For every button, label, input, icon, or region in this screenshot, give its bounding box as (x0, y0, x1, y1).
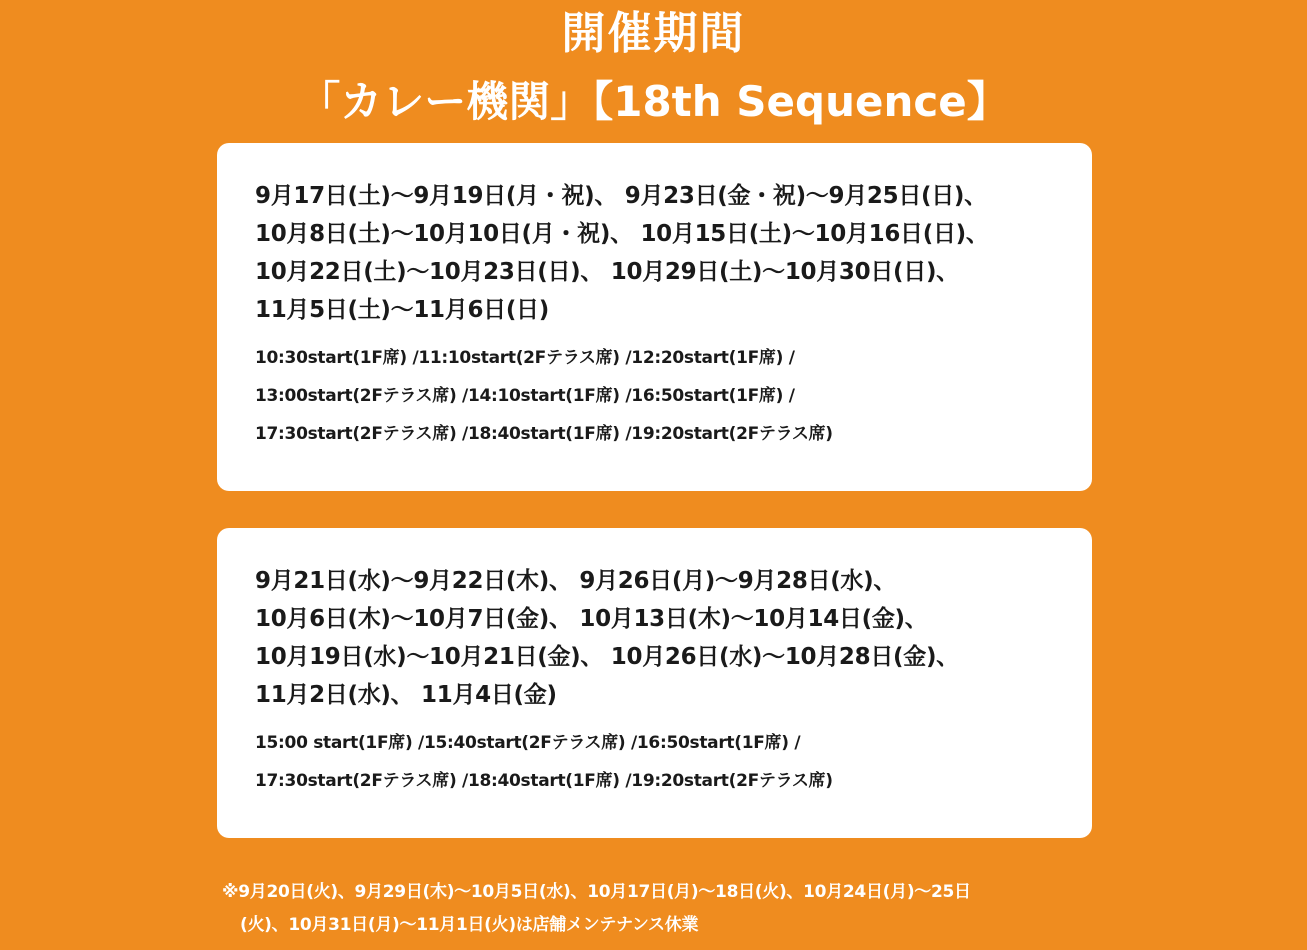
date-line: 10月6日(木)〜10月7日(金)、 10月13日(木)〜10月14日(金)、 (255, 606, 928, 632)
date-line: 11月2日(水)、 11月4日(金) (255, 682, 557, 708)
time-slot-line: 10:30start(1F席) /11:10start(2Fテラス席) /12:20start(1F席) / (255, 348, 795, 368)
date-line: 10月8日(土)〜10月10日(月・祝)、 10月15日(土)〜10月16日(日)、 (255, 221, 989, 247)
time-slot-line: 17:30start(2Fテラス席) /18:40start(1F席) /19:20start(2Fテラス席) (255, 424, 833, 444)
date-line: 11月5日(土)〜11月6日(日) (255, 297, 549, 323)
schedule-card-weekend (217, 143, 1092, 491)
time-slot-line: 17:30start(2Fテラス席) /18:40start(1F席) /19:20start(2Fテラス席) (255, 771, 833, 791)
time-slot-list (255, 339, 1075, 453)
date-list (255, 562, 1075, 714)
date-line: 9月17日(土)〜9月19日(月・祝)、 9月23日(金・祝)〜9月25日(日)、 (255, 183, 987, 209)
time-slot-line: 13:00start(2Fテラス席) /14:10start(1F席) /16:50start(1F席) / (255, 386, 795, 406)
maintenance-note (222, 876, 1082, 942)
time-slot-list (255, 724, 1075, 800)
schedule-card-weekday (217, 528, 1092, 838)
page-subtitle: 「カレー機関」【18th Sequence】 (298, 77, 1009, 126)
time-slot-line: 15:00 start(1F席) /15:40start(2Fテラス席) /16:50start(1F席) / (255, 733, 801, 753)
date-list (255, 177, 1075, 329)
date-line: 10月19日(水)〜10月21日(金)、 10月26日(水)〜10月28日(金)、 (255, 644, 959, 670)
page-title: 開催期間 (561, 8, 746, 59)
date-line: 9月21日(水)〜9月22日(木)、 9月26日(月)〜9月28日(水)、 (255, 568, 897, 594)
note-line: (火)、10月31日(月)〜11月1日(火)は店舗メンテナンス休業 (240, 915, 699, 935)
date-line: 10月22日(土)〜10月23日(日)、 10月29日(土)〜10月30日(日)、 (255, 259, 959, 285)
note-line: ※9月20日(火)、9月29日(木)〜10月5日(水)、10月17日(月)〜18日(火)、10月24日(月)〜25日 (222, 882, 971, 902)
